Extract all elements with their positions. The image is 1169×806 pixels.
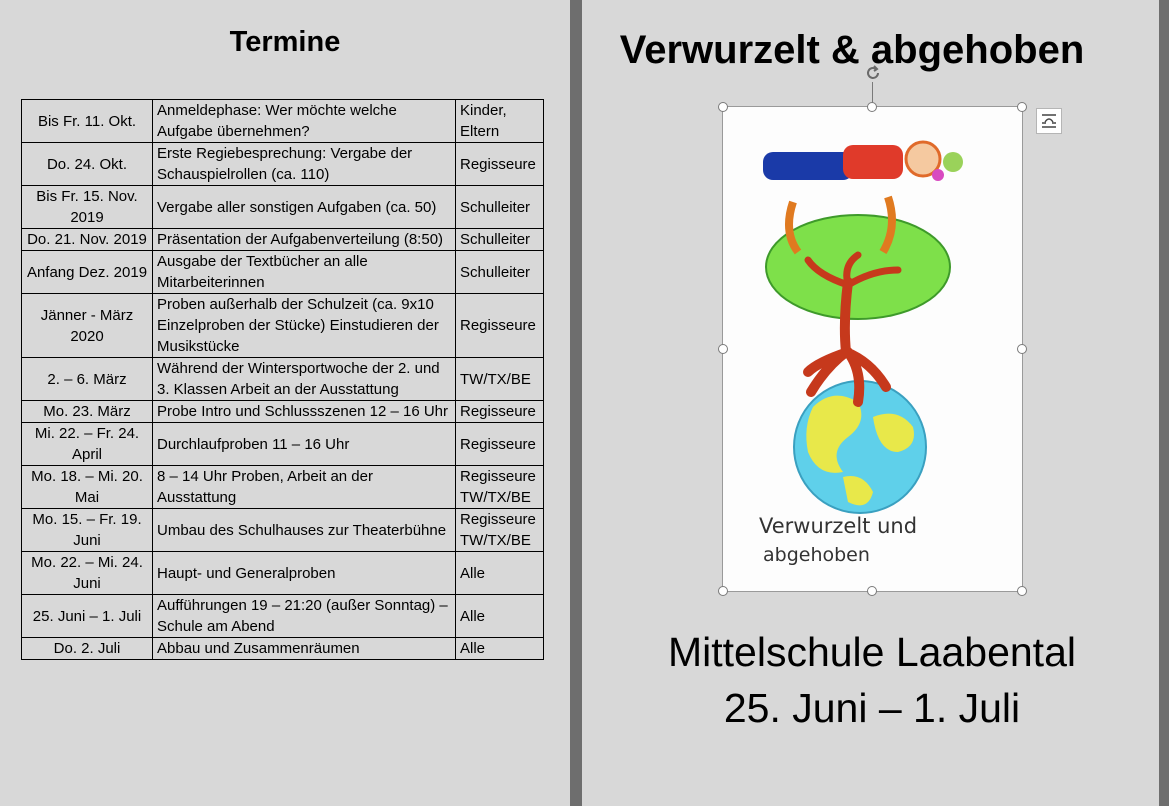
schedule-title: Termine <box>229 26 341 58</box>
resize-handle-right[interactable] <box>1017 344 1027 354</box>
row-task: Aufführungen 19 – 21:20 (außer Sonntag) – Schule am Abend <box>153 595 456 638</box>
row-task: Während der Wintersportwoche der 2. und 3. Klassen Arbeit an der Ausstattung <box>153 358 456 401</box>
row-task: Proben außerhalb der Schulzeit (ca. 9x10 Einzelproben der Stücke) Einstudieren der Musikstücke <box>153 294 456 358</box>
row-task: Abbau und Zusammenräumen <box>153 638 456 660</box>
table-row <box>22 638 544 660</box>
row-task: Anmeldephase: Wer möchte welche Aufgabe übernehmen? <box>153 100 456 143</box>
image-caption-line1: Verwurzelt und <box>759 514 918 538</box>
table-row <box>22 143 544 186</box>
row-responsible: Regisseure <box>456 423 544 466</box>
figure-body <box>843 145 903 179</box>
row-responsible: TW/TX/BE <box>456 358 544 401</box>
row-date: Jänner - März 2020 <box>22 294 153 358</box>
schedule-table <box>21 99 544 660</box>
resize-handle-bottom-right[interactable] <box>1017 586 1027 596</box>
table-row <box>22 229 544 251</box>
performance-dates: 25. Juni – 1. Juli <box>723 685 1021 731</box>
row-date: 2. – 6. März <box>22 358 153 401</box>
resize-handle-top[interactable] <box>867 102 877 112</box>
row-date: 25. Juni – 1. Juli <box>22 595 153 638</box>
resize-handle-bottom-left[interactable] <box>718 586 728 596</box>
row-date: Mi. 22. – Fr. 24. April <box>22 423 153 466</box>
row-task: Durchlaufproben 11 – 16 Uhr <box>153 423 456 466</box>
table-row <box>22 423 544 466</box>
row-responsible: Regisseure <box>456 143 544 186</box>
table-row <box>22 100 544 143</box>
row-task: 8 – 14 Uhr Proben, Arbeit an der Ausstattung <box>153 466 456 509</box>
row-task: Probe Intro und Schlussszenen 12 – 16 Uhr <box>153 401 456 423</box>
table-row <box>22 401 544 423</box>
row-responsible: Regisseure <box>456 294 544 358</box>
row-task: Präsentation der Aufgabenverteilung (8:50) <box>153 229 456 251</box>
row-responsible: Schulleiter <box>456 229 544 251</box>
resize-handle-top-right[interactable] <box>1017 102 1027 112</box>
row-responsible: Regisseure TW/TX/BE <box>456 509 544 552</box>
row-date: Mo. 18. – Mi. 20. Mai <box>22 466 153 509</box>
layout-options-icon[interactable] <box>1036 108 1062 134</box>
table-row <box>22 251 544 294</box>
table-row <box>22 358 544 401</box>
row-date: Bis Fr. 15. Nov. 2019 <box>22 186 153 229</box>
row-date: Do. 21. Nov. 2019 <box>22 229 153 251</box>
row-date: Anfang Dez. 2019 <box>22 251 153 294</box>
tree-globe-drawing <box>723 107 1022 591</box>
table-row <box>22 466 544 509</box>
resize-handle-left[interactable] <box>718 344 728 354</box>
row-responsible: Regisseure TW/TX/BE <box>456 466 544 509</box>
row-responsible: Regisseure <box>456 401 544 423</box>
image-caption-line2: abgehoben <box>763 544 870 566</box>
table-row <box>22 509 544 552</box>
table-row <box>22 552 544 595</box>
row-date: Mo. 23. März <box>22 401 153 423</box>
figure-legs <box>763 152 853 180</box>
row-task: Ausgabe der Textbücher an alle Mitarbeiterinnen <box>153 251 456 294</box>
rotate-handle-icon[interactable] <box>864 64 882 82</box>
resize-handle-top-left[interactable] <box>718 102 728 112</box>
tree-canopy <box>766 215 950 319</box>
row-task: Umbau des Schulhauses zur Theaterbühne <box>153 509 456 552</box>
row-date: Do. 2. Juli <box>22 638 153 660</box>
row-responsible: Alle <box>456 552 544 595</box>
row-responsible: Schulleiter <box>456 251 544 294</box>
table-row <box>22 294 544 358</box>
flower-drawing <box>932 169 944 181</box>
table-row <box>22 595 544 638</box>
row-responsible: Alle <box>456 595 544 638</box>
row-task: Vergabe aller sonstigen Aufgaben (ca. 50) <box>153 186 456 229</box>
school-block <box>582 624 1162 736</box>
row-date: Mo. 15. – Fr. 19. Juni <box>22 509 153 552</box>
row-responsible: Kinder, Eltern <box>456 100 544 143</box>
page-gutter <box>570 0 582 806</box>
row-task: Haupt- und Generalproben <box>153 552 456 595</box>
row-responsible: Schulleiter <box>456 186 544 229</box>
row-date: Do. 24. Okt. <box>22 143 153 186</box>
row-date: Bis Fr. 11. Okt. <box>22 100 153 143</box>
resize-handle-bottom[interactable] <box>867 586 877 596</box>
row-date: Mo. 22. – Mi. 24. Juni <box>22 552 153 595</box>
row-task: Erste Regiebesprechung: Vergabe der Schauspielrollen (ca. 110) <box>153 143 456 186</box>
row-responsible: Alle <box>456 638 544 660</box>
document-title: Verwurzelt & abgehoben <box>619 28 1085 72</box>
table-row <box>22 186 544 229</box>
flower-drawing <box>943 152 963 172</box>
poster-image[interactable] <box>723 107 1022 591</box>
school-name: Mittelschule Laabental <box>668 629 1076 675</box>
